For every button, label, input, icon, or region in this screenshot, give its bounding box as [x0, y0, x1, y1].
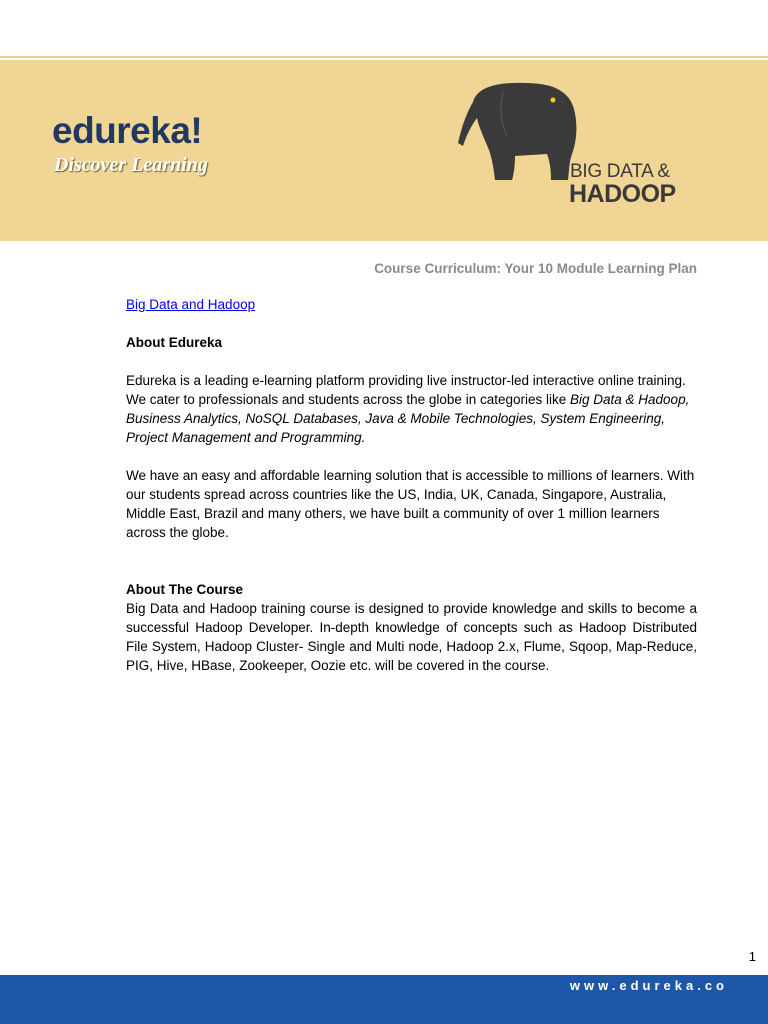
about-course-paragraph: Big Data and Hadoop training course is designed to provide knowledge and skills to become a successful Hadoop Developer. In-depth knowledge of concepts such as Hadoop Distributed File System, Hadoop Cluster- Single and Multi node, Hadoop 2.x, Flume, Sqoop, Map-Reduce, PIG, Hive, HBase, Zookeeper, Oozie etc. will be covered in the course.: [126, 601, 697, 673]
para1-text: Edureka is a leading e-learning platform providing live instructor-led interactive online training. We cater to professionals and students across the globe in categories like: [126, 373, 686, 407]
course-logo-line2: HADOOP: [569, 180, 676, 208]
curriculum-subtitle: Course Curriculum: Your 10 Module Learning Plan: [374, 261, 697, 276]
page-number: 1: [748, 949, 756, 964]
about-edureka-heading: About Edureka: [126, 335, 223, 350]
course-logo-line1: BIG DATA &: [570, 161, 670, 182]
about-edureka-paragraph-1: [126, 371, 697, 447]
top-rule: [0, 56, 768, 58]
about-edureka-paragraph-2: We have an easy and affordable learning solution that is accessible to millions of learners. With our students spread across countries like the US, India, UK, Canada, Singapore, Australia, Middle East, Brazil and many others, we have built a community of over 1 million learners across the globe.: [126, 468, 695, 540]
footer-url: www.edureka.co: [569, 978, 728, 993]
elephant-eye: [551, 98, 556, 103]
logo-tagline: Discover Learning: [54, 154, 208, 176]
elephant-body: [458, 83, 576, 180]
course-link[interactable]: Big Data and Hadoop: [126, 297, 256, 312]
document-body: [126, 295, 697, 675]
about-course-heading: About The Course: [126, 582, 243, 597]
edureka-logo: edureka!: [52, 110, 203, 151]
para1-italic-text: Big Data & Hadoop, Business Analytics, NoSQL Databases, Java & Mobile Technologies, System Engineering, Project Management and Programming.: [126, 392, 690, 445]
